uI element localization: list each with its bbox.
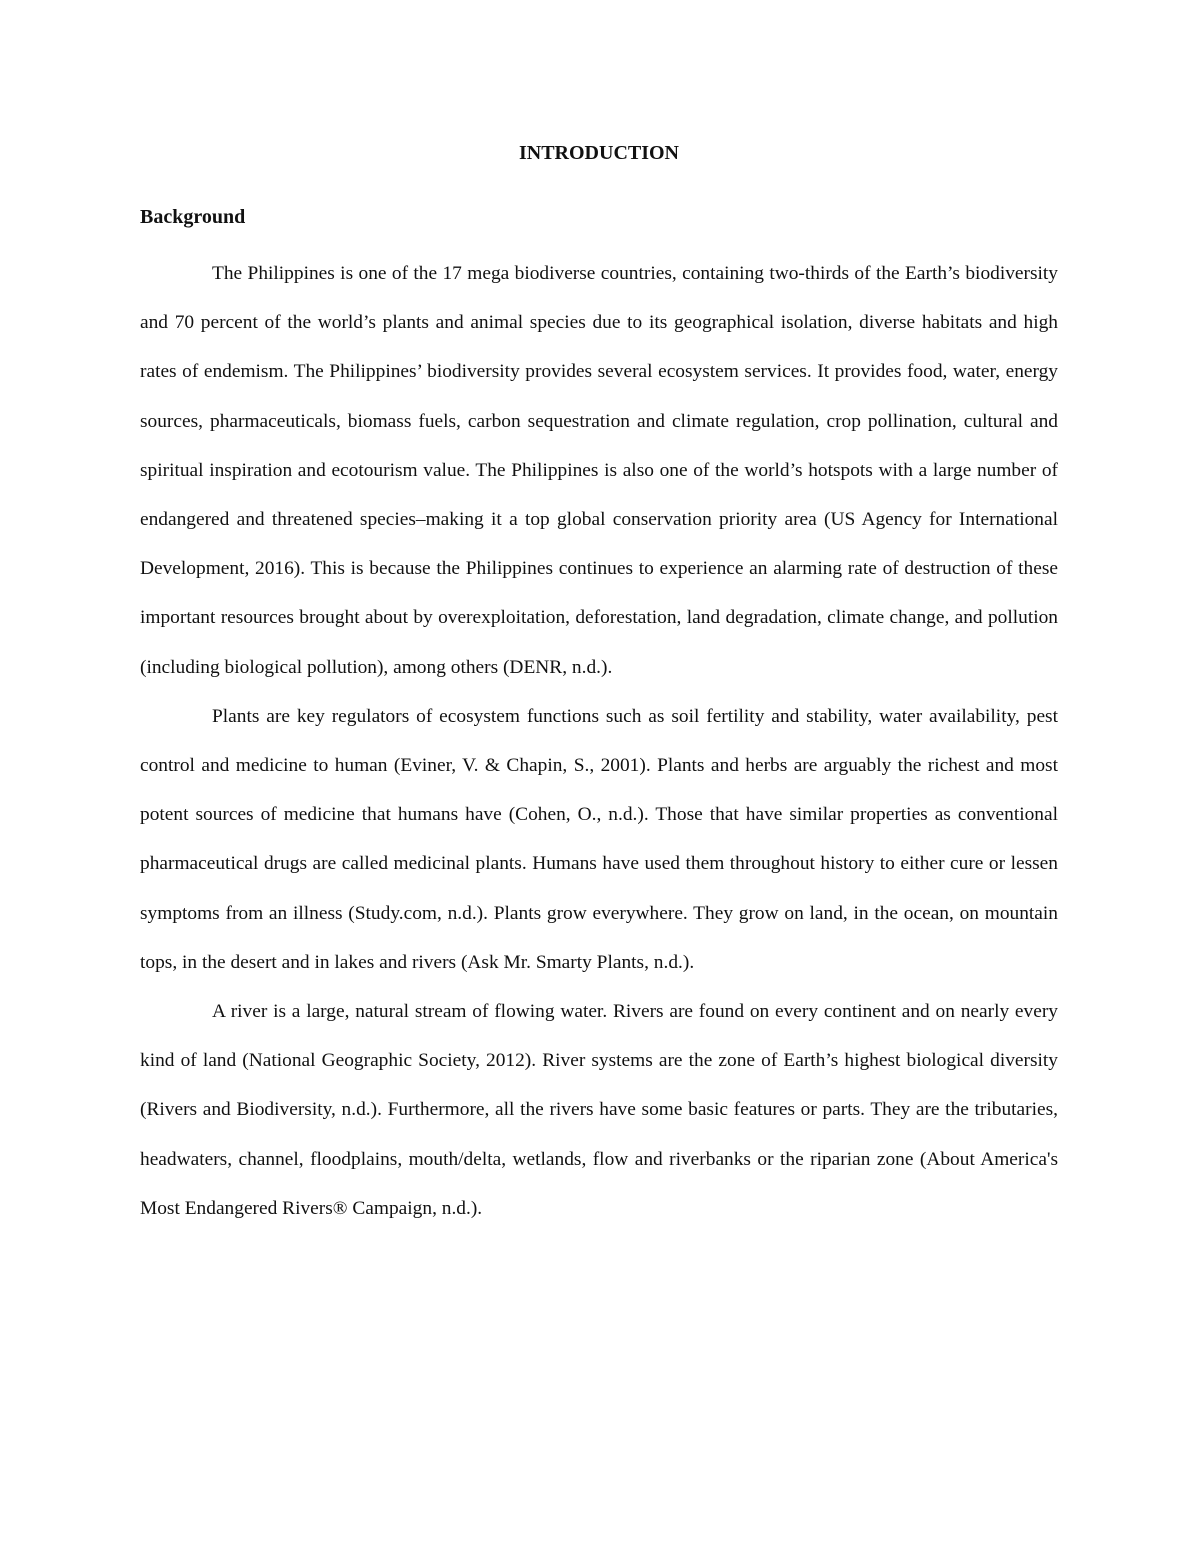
- section-heading-background: Background: [140, 206, 246, 228]
- document-page: [140, 138, 1058, 1233]
- paragraph-rivers: A river is a large, natural stream of flowing water. Rivers are found on every continent and on nearly every kind of land (National Geographic Society, 2012). River systems are the zone of Earth’s highest biological diversity (Rivers and Biodiversity, n.d.). Furthermore, all the rivers have some basic features or parts. They are the tributaries, headwaters, channel, floodplains, mouth/delta, wetlands, flow and riverbanks or the riparian zone (About America's Most Endangered Rivers® Campaign, n.d.).: [140, 1001, 1058, 1219]
- paragraph-biodiversity: The Philippines is one of the 17 mega biodiverse countries, containing two-thirds of the Earth’s biodiversity and 70 percent of the world’s plants and animal species due to its geographical isolation, diverse habitats and high rates of endemism. The Philippines’ biodiversity provides several ecosystem services. It provides food, water, energy sources, pharmaceuticals, biomass fuels, carbon sequestration and climate regulation, crop pollination, cultural and spiritual inspiration and ecotourism value. The Philippines is also one of the world’s hotspots with a large number of endangered and threatened species–making it a top global conservation priority area (US Agency for International Development, 2016). This is because the Philippines continues to experience an alarming rate of destruction of these important resources brought about by overexploitation, deforestation, land degradation, climate change, and pollution (including biological pollution), among others (DENR, n.d.).: [140, 263, 1058, 678]
- paragraph-plants: Plants are key regulators of ecosystem functions such as soil fertility and stability, water availability, pest control and medicine to human (Eviner, V. & Chapin, S., 2001). Plants and herbs are arguably the richest and most potent sources of medicine that humans have (Cohen, O., n.d.). Those that have similar properties as conventional pharmaceutical drugs are called medicinal plants. Humans have used them throughout history to either cure or lessen symptoms from an illness (Study.com, n.d.). Plants grow everywhere. They grow on land, in the ocean, on mountain tops, in the desert and in lakes and rivers (Ask Mr. Smarty Plants, n.d.).: [140, 705, 1058, 973]
- document-title: INTRODUCTION: [518, 142, 680, 164]
